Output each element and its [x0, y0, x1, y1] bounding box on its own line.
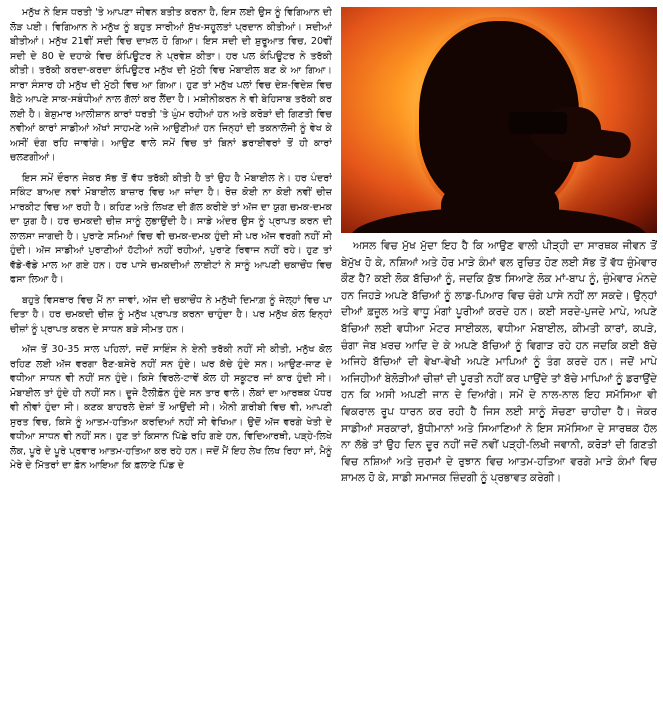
article-left-column [10, 6, 332, 722]
left-paragraph-2: ਇਸ ਸਮੇਂ ਦੌਰਾਨ ਜੇਕਰ ਸੱਭ ਤੋਂ ਵੱਧ ਤਰੱਕੀ ਕੀਤੀ ਹੈ ਤਾਂ ਉਹ ਹੈ ਮੋਬਾਈਲ ਨੇ। ਹਰ ਪੰਦਰਾਂ ਸਕਿੰਟ ਬਾਅਦ ਨਵਾਂ ਮੋਬਾਈਲ ਬਾਜ਼ਾਰ ਵਿਚ ਆ ਜਾਂਦਾ ਹੈ। ਰੋਜ਼ ਕੋਈ ਨਾ ਕੋਈ ਨਵੀਂ ਚੀਜ਼ ਮਾਰਕੀਟ ਵਿਚ ਆ ਰਹੀ ਹੈ। ਕਹਿਣ ਅਤੇ ਲਿਖਣ ਦੀ ਗੱਲ ਕਰੀਏ ਤਾਂ ਅੱਜ ਦਾ ਯੁਗ ਚਮਕ-ਦਮਕ ਦਾ ਯੁਗ ਹੈ। ਹਰ ਚਮਕਦੀ ਚੀਜ਼ ਸਾਨੂੰ ਲੁਭਾਉਂਦੀ ਹੈ। ਸਾਡੇ ਅੰਦਰ ਉਸ ਨੂੰ ਪ੍ਰਾਪਤ ਕਰਨ ਦੀ ਲਾਲਸਾ ਜਾਗਦੀ ਹੈ। ਪੁਰਾਣੇ ਸਮਿਆਂ ਵਿਚ ਵੀ ਚਮਕ-ਦਮਕ ਹੁੰਦੀ ਸੀ ਪਰ ਅੱਜ ਵਰਗੀ ਨਹੀਂ ਸੀ ਹੁੰਦੀ। ਅੱਜ ਸਾਡੀਆਂ ਪੁਰਾਣੀਆਂ ਹੱਟੀਆਂ ਨਹੀਂ ਰਹੀਆਂ, ਪੁਰਾਣੇ ਰਿਵਾਜ ਨਹੀਂ ਰਹੇ। ਹੁਣ ਤਾਂ ਵੱਡੇ-ਵੱਡੇ ਮਾਲ ਆ ਗਏ ਹਨ। ਹਰ ਪਾਸੇ ਚਮਕਦੀਆਂ ਲਾਈਟਾਂ ਨੇ ਸਾਨੂੰ ਆਪਣੀ ਚਕਾਚੌਂਧ ਵਿਚ ਫਸਾ ਲਿਆ ਹੈ। [10, 172, 332, 285]
left-paragraph-3: ਬਹੁਤੇ ਵਿਸਥਾਰ ਵਿਚ ਮੈਂ ਨਾ ਜਾਵਾਂ, ਅੱਜ ਦੀ ਚਕਾਚੌਂਧ ਨੇ ਮਨੁੱਖੀ ਦਿਮਾਗ਼ ਨੂੰ ਜੇਲ੍ਹਾਂ ਵਿਚ ਪਾ ਦਿਤਾ ਹੈ। ਹਰ ਚਮਕਦੀ ਚੀਜ਼ ਨੂੰ ਮਨੁੱਖ ਪ੍ਰਾਪਤ ਕਰਨਾ ਚਾਹੁੰਦਾ ਹੈ। ਪਰ ਮਨੁੱਖ ਕੋਲ ਇਨ੍ਹਾਂ ਚੀਜ਼ਾਂ ਨੂੰ ਪ੍ਰਾਪਤ ਕਰਨ ਦੇ ਸਾਧਨ ਬੜੇ ਸੀਮਤ ਹਨ। [10, 294, 332, 335]
left-paragraph-4: ਅੱਜ ਤੋਂ 30-35 ਸਾਲ ਪਹਿਲਾਂ, ਜਦੋਂ ਸਾਇੰਸ ਨੇ ਏਨੀ ਤਰੱਕੀ ਨਹੀਂ ਸੀ ਕੀਤੀ, ਮਨੁੱਖ ਕੋਲ ਰਹਿਣ ਲਈ ਅੱਜ ਵਰਗਾ ਰੈਣ-ਬਸੇਰੇ ਨਹੀਂ ਸਨ ਹੁੰਦੇ। ਘਰ ਕੱਚੇ ਹੁੰਦੇ ਸਨ। ਆਉਣ-ਜਾਣ ਦੇ ਵਧੀਆ ਸਾਧਨ ਵੀ ਨਹੀਂ ਸਨ ਹੁੰਦੇ। ਕਿਸੇ ਵਿਰਲੇ-ਟਾਵੇਂ ਕੋਲ ਹੀ ਸਕੂਟਰ ਜਾਂ ਕਾਰ ਹੁੰਦੀ ਸੀ। ਮੋਬਾਈਲ ਤਾਂ ਹੁੰਦੇ ਹੀ ਨਹੀਂ ਸਨ। ਦੂਜੇ ਟੈਲੀਫ਼ੋਨ ਹੁੰਦੇ ਸਨ ਤਾਰ ਵਾਲੇ। ਲੋਕਾਂ ਦਾ ਆਰਥਕ ਪੱਧਰ ਵੀ ਨੀਵਾਂ ਹੁੰਦਾ ਸੀ। ਕਣਕ ਬਾਹਰਲੇ ਦੇਸ਼ਾਂ ਤੋਂ ਆਉਂਦੀ ਸੀ। ਐਨੀ ਗ਼ਰੀਬੀ ਵਿਚ ਵੀ, ਆਪਣੀ ਸੁਰਤ ਵਿਚ, ਕਿਸੇ ਨੂੰ ਆਤਮ-ਹਤਿਆ ਕਰਦਿਆਂ ਨਹੀਂ ਸੀ ਵੇਖਿਆ। ਉਦੋਂ ਅੱਜ ਵਰਗੇ ਖੇਤੀ ਦੇ ਵਧੀਆ ਸਾਧਨ ਵੀ ਨਹੀਂ ਸਨ। ਹੁਣ ਤਾਂ ਕਿਸਾਨ ਪਿੱਛੇ ਰਹਿ ਗਏ ਹਨ, ਵਿਦਿਆਰਥੀ, ਪੜ੍ਹੇ-ਲਿਖੇ ਲੋਕ, ਪੂਰੇ ਦੇ ਪੂਰੇ ਪ੍ਰਵਾਰ ਆਤਮ-ਹਤਿਆ ਕਰ ਰਹੇ ਹਨ। ਜਦੋਂ ਮੈਂ ਇਹ ਲੇਖ ਲਿਖ ਰਿਹਾ ਸਾਂ, ਮੈਨੂੰ ਮੇਰੇ ਦੇ ਮਿੱਤਰਾਂ ਦਾ ਫ਼ੋਨ ਆਇਆ ਕਿ ਫ਼ਲਾਣੇ ਪਿੰਡ ਦੇ [10, 344, 332, 471]
right-paragraph-1: ਅਸਲ ਵਿਚ ਮੁੱਖ ਮੁੱਦਾ ਇਹ ਹੈ ਕਿ ਆਉਣ ਵਾਲੀ ਪੀੜ੍ਹੀ ਦਾ ਸਾਰਥਕ ਜੀਵਨ ਤੋਂ ਬੇਮੁੱਖ ਹੋ ਕੇ, ਨਸ਼ਿਆਂ ਅਤੇ ਹੋਰ ਮਾੜੇ ਕੰਮਾਂ ਵਲ ਰੁਚਿਤ ਹੋਣ ਲਈ ਸੱਭ ਤੋਂ ਵੱਧ ਜ਼ੁੰਮੇਵਾਰ ਕੌਣ ਹੈ? ਕਈ ਲੋਕ ਬੱਚਿਆਂ ਨੂੰ, ਜਦਕਿ ਕੁੱਝ ਸਿਆਣੇ ਲੋਕ ਮਾਂ-ਬਾਪ ਨੂੰ, ਜ਼ੁੰਮੇਵਾਰ ਮੰਨਦੇ ਹਨ ਜਿਹੜੇ ਅਪਣੇ ਬੱਚਿਆਂ ਨੂੰ ਲਾਡ-ਪਿਆਰ ਵਿਚ ਚੰਗੇ ਪਾਸੇ ਨਹੀਂ ਲਾ ਸਕਦੇ। ਉਨ੍ਹਾਂ ਦੀਆਂ ਫ਼ਜ਼ੂਲ ਅਤੇ ਵਾਧੂ ਮੰਗਾਂ ਪੂਰੀਆਂ ਕਰਦੇ ਹਨ। ਕਈ ਸਰਦੇ-ਪੁਜਦੇ ਮਾਪੇ, ਅਪਣੇ ਬੱਚਿਆਂ ਲਈ ਵਧੀਆ ਮੋਟਰ ਸਾਈਕਲ, ਵਧੀਆ ਮੋਬਾਈਲ, ਕੀਮਤੀ ਕਾਰਾਂ, ਕਪੜੇ, ਚੰਗਾ ਜੇਬ ਖ਼ਰਚ ਆਦਿ ਦੇ ਕੇ ਅਪਣੇ ਬੱਚਿਆਂ ਨੂੰ ਵਿਗਾੜ ਰਹੇ ਹਨ ਜਦਕਿ ਕਈ ਬੱਚੇ ਅਜਿਹੇ ਬੱਚਿਆਂ ਦੀ ਵੇਖਾ-ਵੇਖੀ ਅਪਣੇ ਮਾਪਿਆਂ ਨੂੰ ਤੰਗ ਕਰਦੇ ਹਨ। ਜਦੋਂ ਮਾਪੇ ਅਜਿਹੀਆਂ ਬੇਲੋੜੀਆਂ ਚੀਜ਼ਾਂ ਦੀ ਪੂਰਤੀ ਨਹੀਂ ਕਰ ਪਾਉਂਦੇ ਤਾਂ ਬੱਚੇ ਮਾਪਿਆਂ ਨੂੰ ਡਰਾਉਂਦੇ ਹਨ ਕਿ ਅਸੀ ਅਪਣੀ ਜਾਨ ਦੇ ਦਿਆਂਗੇ। ਸਮੇਂ ਦੇ ਨਾਲ-ਨਾਲ ਇਹ ਸਮੱਸਿਆ ਵੀ ਵਿਕਰਾਲ ਰੂਪ ਧਾਰਨ ਕਰ ਰਹੀ ਹੈ ਜਿਸ ਲਈ ਸਾਨੂੰ ਸੋਚਣਾ ਚਾਹੀਦਾ ਹੈ। ਜੇਕਰ ਸਾਡੀਆਂ ਸਰਕਾਰਾਂ, ਬੁੱਧੀਮਾਨਾਂ ਅਤੇ ਸਿਆਣਿਆਂ ਨੇ ਇਸ ਸਮੱਸਿਆ ਦੇ ਸਾਰਥਕ ਹੱਲ ਨਾ ਲੱਭੇ ਤਾਂ ਉਹ ਦਿਨ ਦੂਰ ਨਹੀਂ ਜਦੋਂ ਨਵੀਂ ਪੜ੍ਹੀ-ਲਿਖੀ ਜਵਾਨੀ, ਕਰੋੜਾਂ ਦੀ ਗਿਣਤੀ ਵਿਚ ਨਸ਼ਿਆਂ ਅਤੇ ਜੁਰਮਾਂ ਦੇ ਰੁਝਾਨ ਵਿਚ ਆਤਮ-ਹਤਿਆ ਵਰਗੇ ਮਾੜੇ ਕੰਮਾਂ ਵਿਚ ਸ਼ਾਮਲ ਹੋ ਕੇ, ਸਾਡੀ ਸਮਾਜਕ ਜ਼ਿੰਦਗੀ ਨੂੰ ਪ੍ਰਭਾਵਤ ਕਰੇਗੀ। [341, 240, 657, 485]
silhouette-gun-to-head-image [341, 7, 657, 233]
left-paragraph-1: ਮਨੁੱਖ ਨੇ ਇਸ ਧਰਤੀ 'ਤੇ ਆਪਣਾ ਜੀਵਨ ਬਤੀਤ ਕਰਨਾ ਹੈ, ਇਸ ਲਈ ਉਸ ਨੂੰ ਵਿਗਿਆਨ ਦੀ ਲੋੜ ਪਈ। ਵਿਗਿਆਨ ਨੇ ਮਨੁੱਖ ਨੂੰ ਬਹੁਤ ਸਾਰੀਆਂ ਸੁੱਖ-ਸਹੂਲਤਾਂ ਪ੍ਰਦਾਨ ਕੀਤੀਆਂ। ਸਦੀਆਂ ਬੀਤੀਆਂ। ਮਨੁੱਖ 21ਵੀਂ ਸਦੀ ਵਿਚ ਦਾਖ਼ਲ ਹੋ ਗਿਆ। ਇਸ ਸਦੀ ਦੀ ਸ਼ੁਰੂਆਤ ਵਿਚ, 20ਵੀਂ ਸਦੀ ਦੇ 80 ਦੇ ਦਹਾਕੇ ਵਿਚ ਕੰਪਿਊਟਰ ਨੇ ਪ੍ਰਵੇਸ਼ ਕੀਤਾ। ਹਰ ਪਲ ਕੰਪਿਊਟਰ ਨੇ ਤਰੱਕੀ ਕੀਤੀ। ਤਰੱਕੀ ਕਰਦਾ-ਕਰਦਾ ਕੰਪਿਊਟਰ ਮਨੁੱਖ ਦੀ ਮੁੱਠੀ ਵਿਚ ਮੋਬਾਈਲ ਬਣ ਕੇ ਆ ਗਿਆ। ਸਾਰਾ ਸੰਸਾਰ ਹੀ ਮਨੁੱਖ ਦੀ ਮੁੱਠੀ ਵਿਚ ਆ ਗਿਆ। ਹੁਣ ਤਾਂ ਮਨੁੱਖ ਪਲਾਂ ਵਿਚ ਦੇਸ਼-ਵਿਦੇਸ਼ ਵਿਚ ਬੈਠੇ ਆਪਣੇ ਸਾਕ-ਸਬੰਧੀਆਂ ਨਾਲ ਗੱਲਾਂ ਕਰ ਲੈਂਦਾ ਹੈ। ਮਸ਼ੀਨੀਕਰਨ ਨੇ ਵੀ ਬੇਹਿਸਾਬ ਤਰੱਕੀ ਕਰ ਲਈ ਹੈ। ਬੇਸ਼ੁਮਾਰ ਆਲੀਸ਼ਾਨ ਕਾਰਾਂ ਧਰਤੀ 'ਤੇ ਘੁੰਮ ਰਹੀਆਂ ਹਨ ਅਤੇ ਕਰੋੜਾਂ ਦੀ ਗਿਣਤੀ ਵਿਚ ਨਵੀਆਂ ਕਾਰਾਂ ਸਾਡੀਆਂ ਅੱਖਾਂ ਸਾਹਮਣੇ ਅਜੇ ਆਉਣੀਆਂ ਹਨ ਜਿਨ੍ਹਾਂ ਦੀ ਤਕਨਾਲੋਜੀ ਨੂੰ ਵੇਖ ਕੇ ਅਸੀਂ ਦੰਗ ਰਹਿ ਜਾਵਾਂਗੇ। ਆਉਣ ਵਾਲੇ ਸਮੇਂ ਵਿਚ ਤਾਂ ਬਿਨਾਂ ਡਰਾਈਵਰਾਂ ਤੋਂ ਹੀ ਕਾਰਾਂ ਚਲਣਗੀਆਂ। [10, 7, 332, 163]
pistol-icon [509, 112, 567, 134]
article-right-column [341, 238, 657, 722]
